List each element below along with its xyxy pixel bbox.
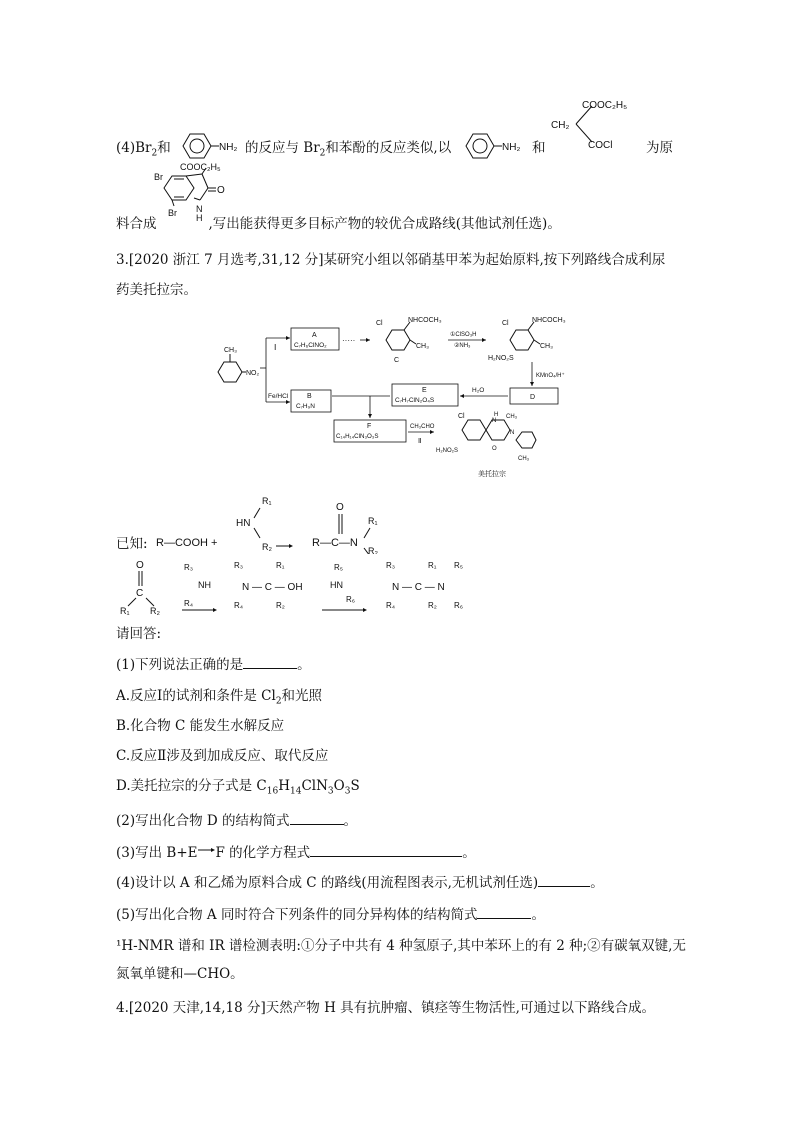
known-reaction-1 — [150, 490, 410, 554]
svg-text:NH: NH — [198, 580, 211, 590]
svg-text:NHCOCH₃: NHCOCH₃ — [532, 317, 566, 324]
svg-text:CH₃: CH₃ — [416, 343, 429, 350]
kmno4-label: KMnO₄/H⁺ — [536, 373, 565, 379]
svg-text:NHCOCH₃: NHCOCH₃ — [408, 317, 442, 324]
svg-text:H: H — [494, 412, 499, 418]
label-II: Ⅱ — [418, 438, 422, 445]
q3-line1: 3.[2020 浙江 7 月选考,31,12 分]某研究小组以邻硝基甲苯为起始原料,按下列路线合成利尿 — [116, 252, 666, 268]
product-name: 美托拉宗 — [478, 471, 506, 478]
svg-text:CH₃: CH₃ — [224, 347, 237, 354]
svg-text:R₅: R₅ — [334, 563, 343, 572]
svg-text:N — C — N: N — C — N — [392, 582, 445, 593]
question-2: (2)写出化合物 D 的结构简式 。 — [116, 810, 357, 831]
question-5: (5)写出化合物 A 同时符合下列条件的同分异构体的结构简式 。 — [116, 904, 545, 925]
svg-text:R₁: R₁ — [276, 561, 285, 570]
q3-line2: 药美托拉宗。 — [116, 282, 197, 298]
svg-text:COOC₂H₅: COOC₂H₅ — [180, 162, 221, 172]
q4-he: 和 — [532, 140, 546, 156]
label-I: Ⅰ — [274, 343, 277, 352]
svg-text:R₁: R₁ — [120, 606, 130, 616]
svg-text:N: N — [196, 204, 203, 214]
svg-text:R₁: R₁ — [262, 496, 272, 506]
svg-text:CH₃: CH₃ — [518, 456, 530, 462]
q4-line2: 料合成 ,写出能获得更多目标产物的较优合成路线(其他试剂任选)。 — [116, 216, 561, 232]
svg-text:R₂: R₂ — [368, 546, 378, 554]
svg-text:COCl: COCl — [588, 140, 613, 151]
h2o-label: H₂O — [472, 387, 485, 394]
prompt: 请回答: — [116, 626, 162, 642]
svg-text:O: O — [136, 560, 144, 571]
reagent-clso3h: ①ClSO₃H — [450, 332, 477, 338]
box-d-label: D — [530, 394, 536, 401]
svg-text:R₂: R₂ — [150, 606, 160, 616]
box-a-label: A — [312, 332, 317, 339]
ch3cho-label: CH₃CHO — [410, 424, 435, 430]
next-question: 4.[2020 天津,14,18 分]天然产物 H 具有抗肿瘤、镇痉等生物活性,可通过以下路线合成。 — [116, 1000, 655, 1016]
svg-text:HN: HN — [330, 580, 343, 590]
svg-text:Br: Br — [154, 172, 163, 182]
svg-text:·····: ····· — [342, 336, 356, 345]
option-a: A.反应Ⅰ的试剂和条件是 $Cl_2$和光照 — [116, 688, 323, 707]
svg-text:NH₂: NH₂ — [502, 142, 521, 153]
svg-text:Br: Br — [168, 208, 177, 218]
svg-text:Cl: Cl — [502, 320, 509, 327]
svg-text:R₂: R₂ — [262, 542, 272, 552]
synthesis-scheme — [210, 310, 600, 490]
svg-text:R₄: R₄ — [386, 601, 396, 610]
box-f-formula: C₁₄H₁₄ClN₃O₃S — [336, 433, 379, 440]
question-1: (1)下列说法正确的是 。 — [116, 654, 311, 675]
svg-text:H₂NO₂S: H₂NO₂S — [488, 355, 514, 362]
question-4: (4)设计以 A 和乙烯为原料合成 C 的路线(用流程图表示,无机试剂任选) 。 — [116, 872, 604, 893]
known-reaction-2 — [116, 556, 506, 618]
svg-text:R₂: R₂ — [276, 601, 285, 610]
svg-text:Cl: Cl — [458, 413, 465, 420]
svg-text:R₃: R₃ — [234, 561, 244, 570]
metolazone-structure — [436, 412, 536, 462]
svg-text:CH₃: CH₃ — [540, 343, 553, 350]
ester-acyl-chloride-structure — [548, 92, 648, 156]
option-c: C.反应Ⅱ涉及到加成反应、取代反应 — [116, 748, 329, 764]
target-indolinone-structure — [150, 160, 260, 222]
svg-text:N — C — OH: N — C — OH — [242, 582, 303, 593]
box-e-label: E — [422, 387, 427, 394]
svg-text:R₃: R₃ — [184, 563, 194, 572]
svg-text:CH₃: CH₃ — [506, 414, 518, 420]
svg-text:O: O — [336, 502, 344, 513]
option-d: D.美托拉宗的分子式是 $C_{16}H_{14}ClN_3O_3S$ — [116, 778, 360, 797]
svg-text:R₆: R₆ — [346, 595, 356, 604]
box-e-formula: C₇H₇ClN₂O₄S — [395, 397, 435, 404]
svg-text:Cl: Cl — [376, 320, 383, 327]
aniline-structure-1 — [173, 130, 243, 162]
svg-text:R₂: R₂ — [428, 601, 437, 610]
nmr-condition-2: 氮氧单键和—CHO。 — [116, 966, 244, 982]
svg-text:C: C — [136, 588, 144, 599]
svg-text:HN: HN — [236, 518, 251, 529]
o-nitrotoluene-structure — [218, 347, 260, 382]
aniline-structure-2 — [456, 130, 526, 162]
svg-text:H₂NO₂S: H₂NO₂S — [436, 448, 458, 454]
svg-text:R₄: R₄ — [184, 599, 194, 608]
svg-text:COOC₂H₅: COOC₂H₅ — [582, 100, 628, 111]
svg-text:O: O — [492, 446, 497, 452]
fe-hcl-label: Fe/HCl — [268, 393, 289, 400]
compound-c-structure — [376, 317, 442, 364]
q4-line1-mid: 的反应与 $Br_2$和苯酚的反应类似,以 — [245, 140, 452, 159]
question-3: (3)写出 B+E F 的化学方程式 。 — [116, 842, 476, 863]
box-b-formula: C₇H₉N — [296, 403, 315, 410]
svg-text:N: N — [510, 430, 515, 436]
svg-text:R—COOH +: R—COOH + — [156, 537, 218, 549]
svg-text:R₃: R₃ — [386, 561, 396, 570]
reaction-arrow — [198, 840, 216, 860]
q4-weiyuan: 为原 — [646, 140, 673, 156]
sulfonamide-structure — [488, 317, 566, 362]
known-label: 已知: — [116, 536, 148, 552]
svg-text:R₁: R₁ — [428, 561, 437, 570]
box-f-label: F — [367, 423, 372, 430]
option-b: B.化合物 C 能发生水解反应 — [116, 718, 285, 734]
svg-text:C: C — [394, 357, 400, 364]
svg-text:R₆: R₆ — [454, 601, 464, 610]
svg-text:R₅: R₅ — [454, 561, 463, 570]
svg-text:R—C—N: R—C—N — [312, 537, 358, 549]
q4-line1: $(4)Br_2$和 — [116, 140, 171, 159]
svg-text:NO₂: NO₂ — [246, 370, 260, 377]
svg-text:H: H — [196, 213, 203, 222]
svg-text:NH₂: NH₂ — [219, 142, 238, 153]
svg-text:R₄: R₄ — [234, 601, 244, 610]
reagent-nh3: ②NH₃ — [454, 343, 471, 349]
box-b-label: B — [307, 393, 312, 400]
nmr-condition-1: ¹H-NMR 谱和 IR 谱检测表明:①分子中共有 4 种氢原子,其中苯环上的有 2 种;②有碳氧双键,无 — [116, 938, 686, 954]
svg-text:O: O — [217, 185, 225, 196]
svg-text:CH₂: CH₂ — [551, 120, 570, 131]
svg-text:R₁: R₁ — [368, 516, 378, 526]
svg-text:N: N — [492, 418, 497, 424]
box-a-formula: C₇H₆ClNO₂ — [294, 342, 327, 349]
